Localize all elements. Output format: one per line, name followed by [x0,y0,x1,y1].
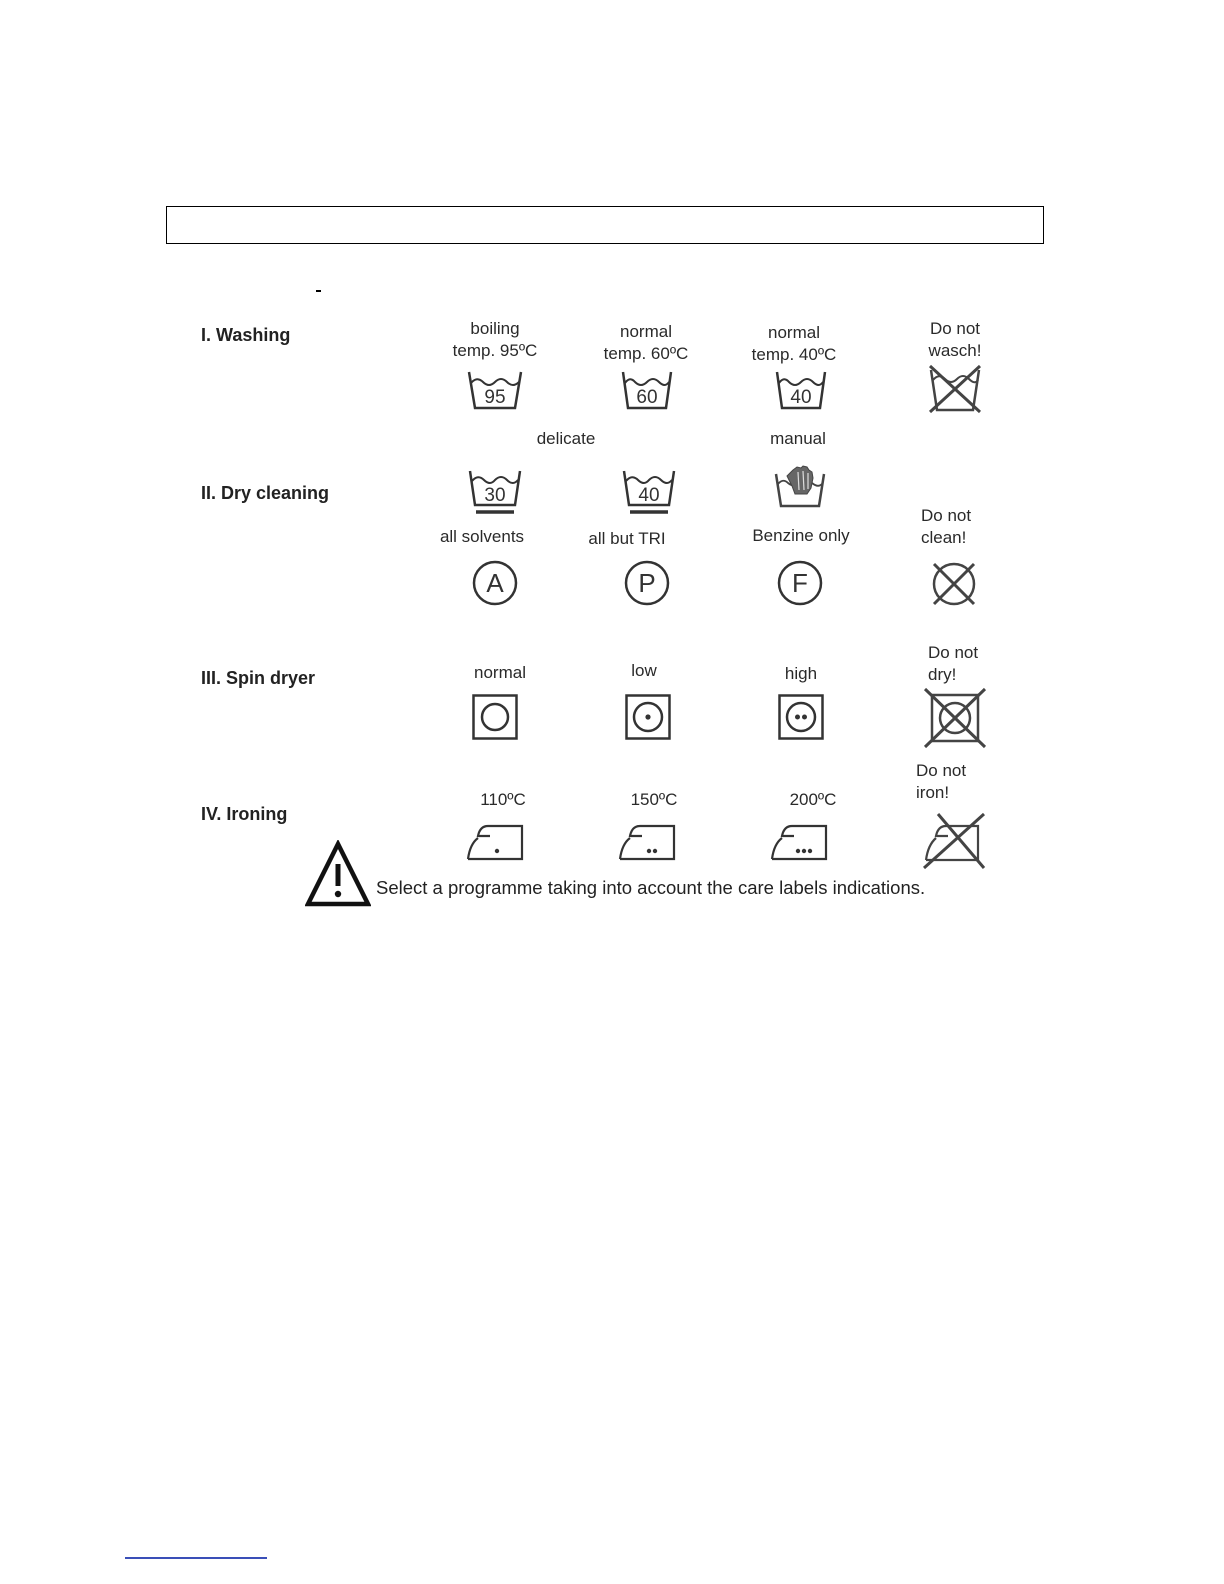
wash-30-delicate-icon [469,469,521,517]
manual-label: manual [770,429,826,448]
svg-text:40: 40 [790,387,812,408]
dry-cleaning-title: II. Dry cleaning [201,483,330,503]
dry-clean-p-icon [624,560,670,606]
ironing-title: IV. Ironing [201,804,288,824]
dryer-low-label: low [631,661,657,680]
do-not-wash-label: Do not wasch! [928,319,982,360]
do-not-dry-icon [922,688,988,748]
iron-110-label: 110ºC [480,790,526,809]
svg-text:40: 40 [638,485,660,506]
wash-95-icon [468,370,522,410]
dryer-low-icon [625,694,671,740]
hand-wash-icon [775,464,825,508]
dry-clean-f-icon [777,560,823,606]
svg-text:P: P [638,568,656,598]
all-solvents-label: all solvents [439,527,525,546]
footnote-divider [125,1557,267,1559]
svg-text:30: 30 [484,485,506,506]
svg-text:95: 95 [484,387,506,408]
wash-60-icon [622,370,672,410]
wash-40-delicate-icon [623,469,675,517]
dryer-high-label: high [784,664,818,683]
do-not-clean-label: Do not clean! [921,506,972,547]
svg-text:60: 60 [636,387,658,408]
dash-mark [316,290,321,292]
wash-40-icon [776,370,826,410]
do-not-dry-label: Do not dry! [928,643,979,684]
header-box [166,206,1044,244]
benzine-only-label: Benzine only [752,526,850,545]
do-not-dry-clean-icon [930,560,978,608]
wash-95-label: boiling temp. 95ºC [452,319,538,360]
washing-title: I. Washing [201,325,291,345]
spin-dryer-title: III. Spin dryer [201,668,316,688]
dryer-normal-label: normal [474,663,526,682]
do-not-iron-label: Do not iron! [916,761,967,802]
svg-text:F: F [792,568,808,598]
dryer-high-icon [778,694,824,740]
wash-60-label: normal temp. 60ºC [603,322,689,363]
warning-text: Select a programme taking into account the care labels indications. [376,877,926,898]
iron-150-label: 150ºC [630,790,678,809]
warning-triangle-icon [305,840,371,913]
delicate-label: delicate [536,429,596,448]
dryer-normal-icon [472,694,518,740]
dry-clean-a-icon [472,560,518,606]
wash-40-label: normal temp. 40ºC [751,323,837,364]
iron-200-label: 200ºC [789,790,837,809]
svg-text:A: A [486,568,504,598]
warning-note [305,840,1005,910]
do-not-wash-icon [928,364,982,414]
all-but-tri-label: all but TRI [588,529,666,548]
